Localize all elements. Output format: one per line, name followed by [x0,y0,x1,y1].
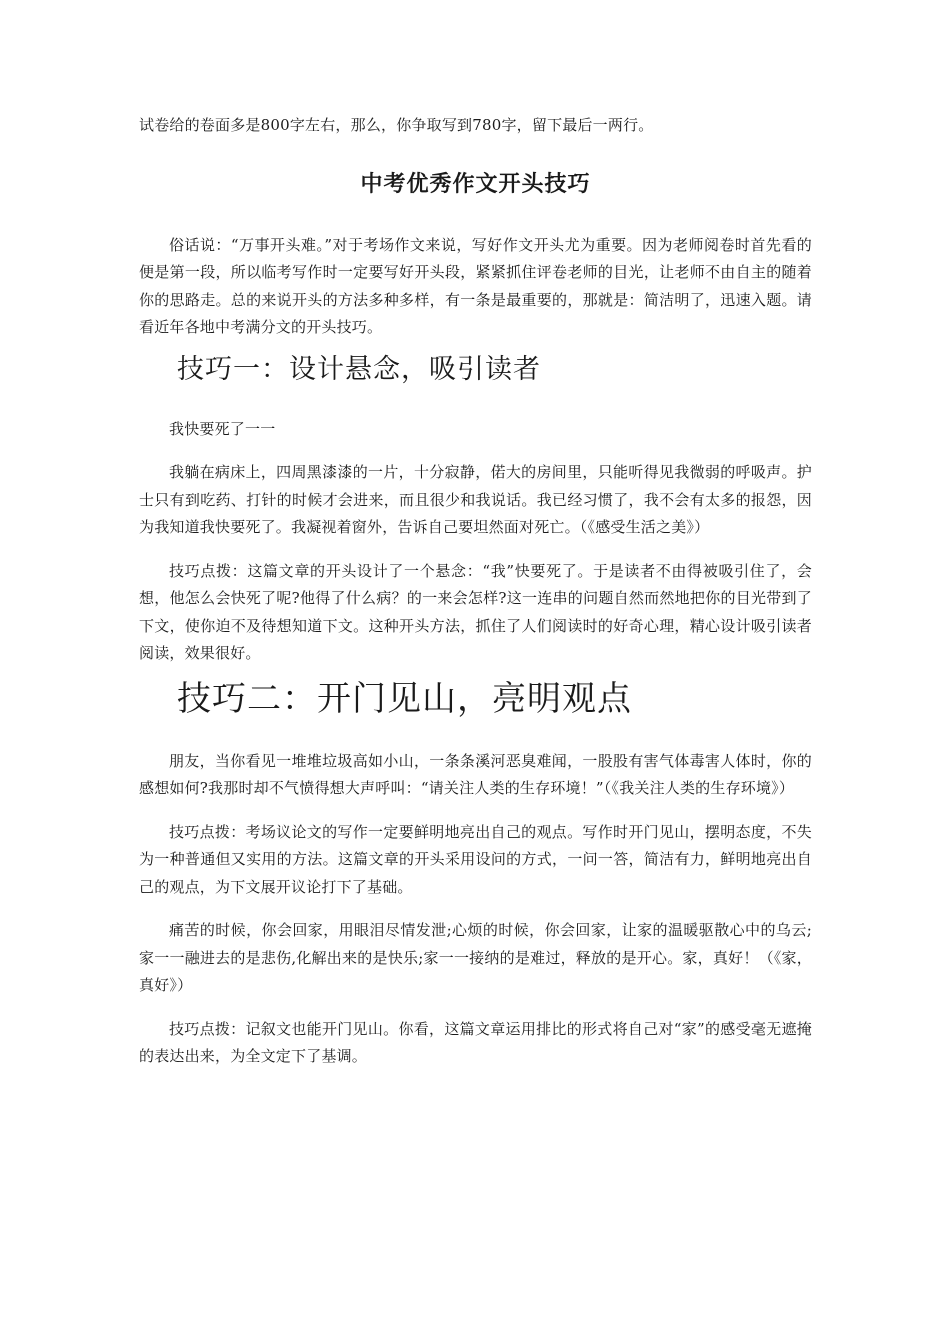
preface-paragraph: 俗话说：“万事开头难。”对于考场作文来说，写好作文开头尤为重要。因为老师阅卷时首先看的便是第一段，所以临考写作时一定要写好开头段，紧紧抓住评卷老师的目光，让老师不由自主的随着你的思路走。总的来说开头的方法多种多样，有一条是最重要的，那就是：简洁明了，迅速入题。请看近年各地中考满分文的开头技巧。 [139,235,812,336]
section-heading-2: 技巧二：开门见山，亮明观点 [177,678,632,719]
intro-line: 试卷给的卷面多是800字左右，那么，你争取写到780字，留下最后一两行。 [139,116,654,134]
section-1-paragraph-3: 技巧点拨：这篇文章的开头设计了一个悬念：“我”快要死了。于是读者不由得被吸引住了，会想，他怎么会快死了呢?他得了什么病？的一来会怎样?这一连串的问题自然而然地把你的目光带到了下文，使你迫不及待想知道下文。这种开头方法，抓住了人们阅读时的好奇心理，精心设计吸引读者阅读，效果很好。 [139,561,812,662]
section-2-paragraph-1: 朋友，当你看见一堆堆垃圾高如小山，一条条溪河恶臭难闻，一股股有害气体毒害人体时，你的感想如何?我那时却不气愤得想大声呼叫：“请关注人类的生存环境！”（《我关注人类的生存环境》） [139,751,812,797]
section-heading-1: 技巧一：设计悬念，吸引读者 [177,353,541,385]
section-2-paragraph-3: 痛苦的时候，你会回家，用眼泪尽情发泄;心烦的时候，你会回家，让家的温暖驱散心中的乌云;家一一融进去的是悲伤,化解出来的是快乐;家一一接纳的是难过，释放的是开心。家，真好！（《家，真好》） [139,921,812,994]
section-2-paragraph-2: 技巧点拨：考场议论文的写作一定要鲜明地亮出自己的观点。写作时开门见山，摆明态度，不失为一种普通但又实用的方法。这篇文章的开头采用设问的方式，一问一答，简洁有力，鲜明地亮出自己的观点，为下文展开议论打下了基础。 [139,822,812,896]
section-1-paragraph-1: 我快要死了一一 [169,419,276,438]
section-1-paragraph-2: 我躺在病床上，四周黑漆漆的一片，十分寂静，偌大的房间里，只能听得见我微弱的呼吸声。护士只有到吃药、打针的时候才会进来，而且很少和我说话。我已经习惯了，我不会有太多的报怨，因为我知道我快要死了。我凝视着窗外，告诉自己要坦然面对死亡。（《感受生活之美》） [139,463,812,536]
section-2-paragraph-4: 技巧点拨：记叙文也能开门见山。你看，这篇文章运用排比的形式将自己对“家”的感受毫无遮掩的表达出来，为全文定下了基调。 [139,1019,812,1065]
page-content [139,112,812,1071]
article-title: 中考优秀作文开头技巧 [360,171,591,197]
